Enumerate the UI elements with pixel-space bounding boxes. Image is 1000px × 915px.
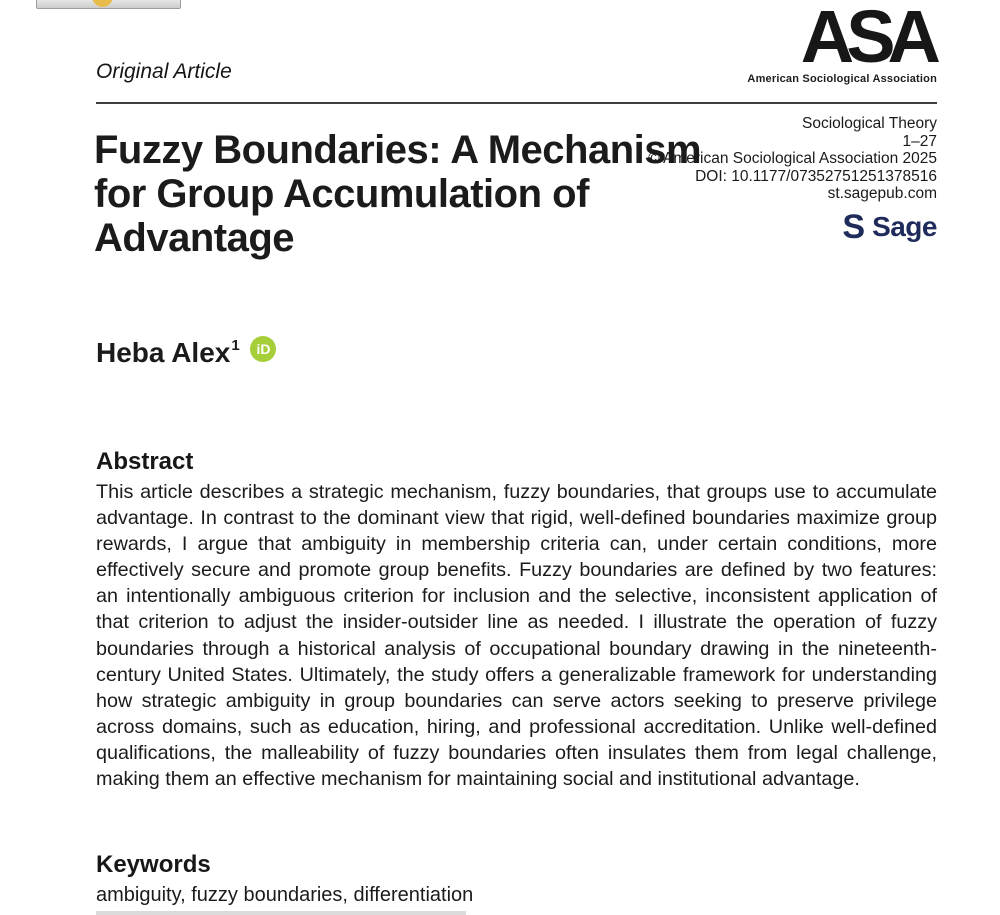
- keywords-heading: Keywords: [96, 851, 211, 878]
- asa-logo: [747, 2, 937, 85]
- keywords-list: ambiguity, fuzzy boundaries, differentiation: [96, 884, 474, 906]
- orcid-icon-label: iD: [256, 341, 271, 357]
- journal-metadata-block: [648, 115, 937, 244]
- author-line: [96, 336, 276, 369]
- page-cut-text-artifact: [96, 911, 466, 915]
- author-affiliation-superscript: 1: [231, 336, 240, 354]
- sage-logo: [648, 207, 937, 246]
- copyright-line: © American Sociological Association 2025: [648, 150, 937, 168]
- browser-tab-remnant[interactable]: [36, 0, 181, 9]
- tab-favicon-icon: [92, 0, 113, 7]
- journal-url: st.sagepub.com: [827, 185, 937, 203]
- sage-wordmark: Sage: [872, 211, 937, 243]
- journal-name: Sociological Theory: [802, 115, 937, 132]
- header-divider: [96, 102, 937, 104]
- abstract-heading: Abstract: [96, 448, 194, 475]
- author-name: Heba Alex: [96, 337, 231, 368]
- article-type-label: Original Article: [96, 60, 232, 83]
- abstract-text: This article describes a strategic mechanism, fuzzy boundaries, that groups use to accumulate advantage. In contrast to the dominant view that rigid, well-defined boundaries maximize group rewards, I argue that ambiguity in membership criteria can, under certain conditions, more effectively secure and promote group benefits. Fuzzy boundaries are defined by two features: an intentionally ambiguous criterion for inclusion and the selective, inconsistent application of that criterion to adjust the insider-outsider line as needed. I illustrate the operation of fuzzy boundaries through a historical analysis of occupational boundary drawing in the nineteenth-century United States. Ultimately, the study offers a generalizable framework for understanding how strategic ambiguity in group boundaries can serve actors seeking to preserve privilege across domains, such as education, hiring, and professional accreditation. Unlike well-defined qualifications, the malleability of fuzzy boundaries often insulates them from legal challenge, making them an effective mechanism for maintaining social and institutional advantage.: [96, 481, 937, 791]
- doi-line: DOI: 10.1177/07352751251378516: [695, 167, 937, 185]
- page-range: 1–27: [902, 132, 937, 150]
- asa-logo-subtitle: American Sociological Association: [747, 73, 937, 85]
- page-title: Fuzzy Boundaries: A Mechanism for Group Accumulation of Advantage: [94, 128, 702, 260]
- sage-s-icon: S: [842, 207, 866, 246]
- asa-logo-letters: ASA: [800, 0, 933, 78]
- orcid-icon[interactable]: [250, 336, 276, 362]
